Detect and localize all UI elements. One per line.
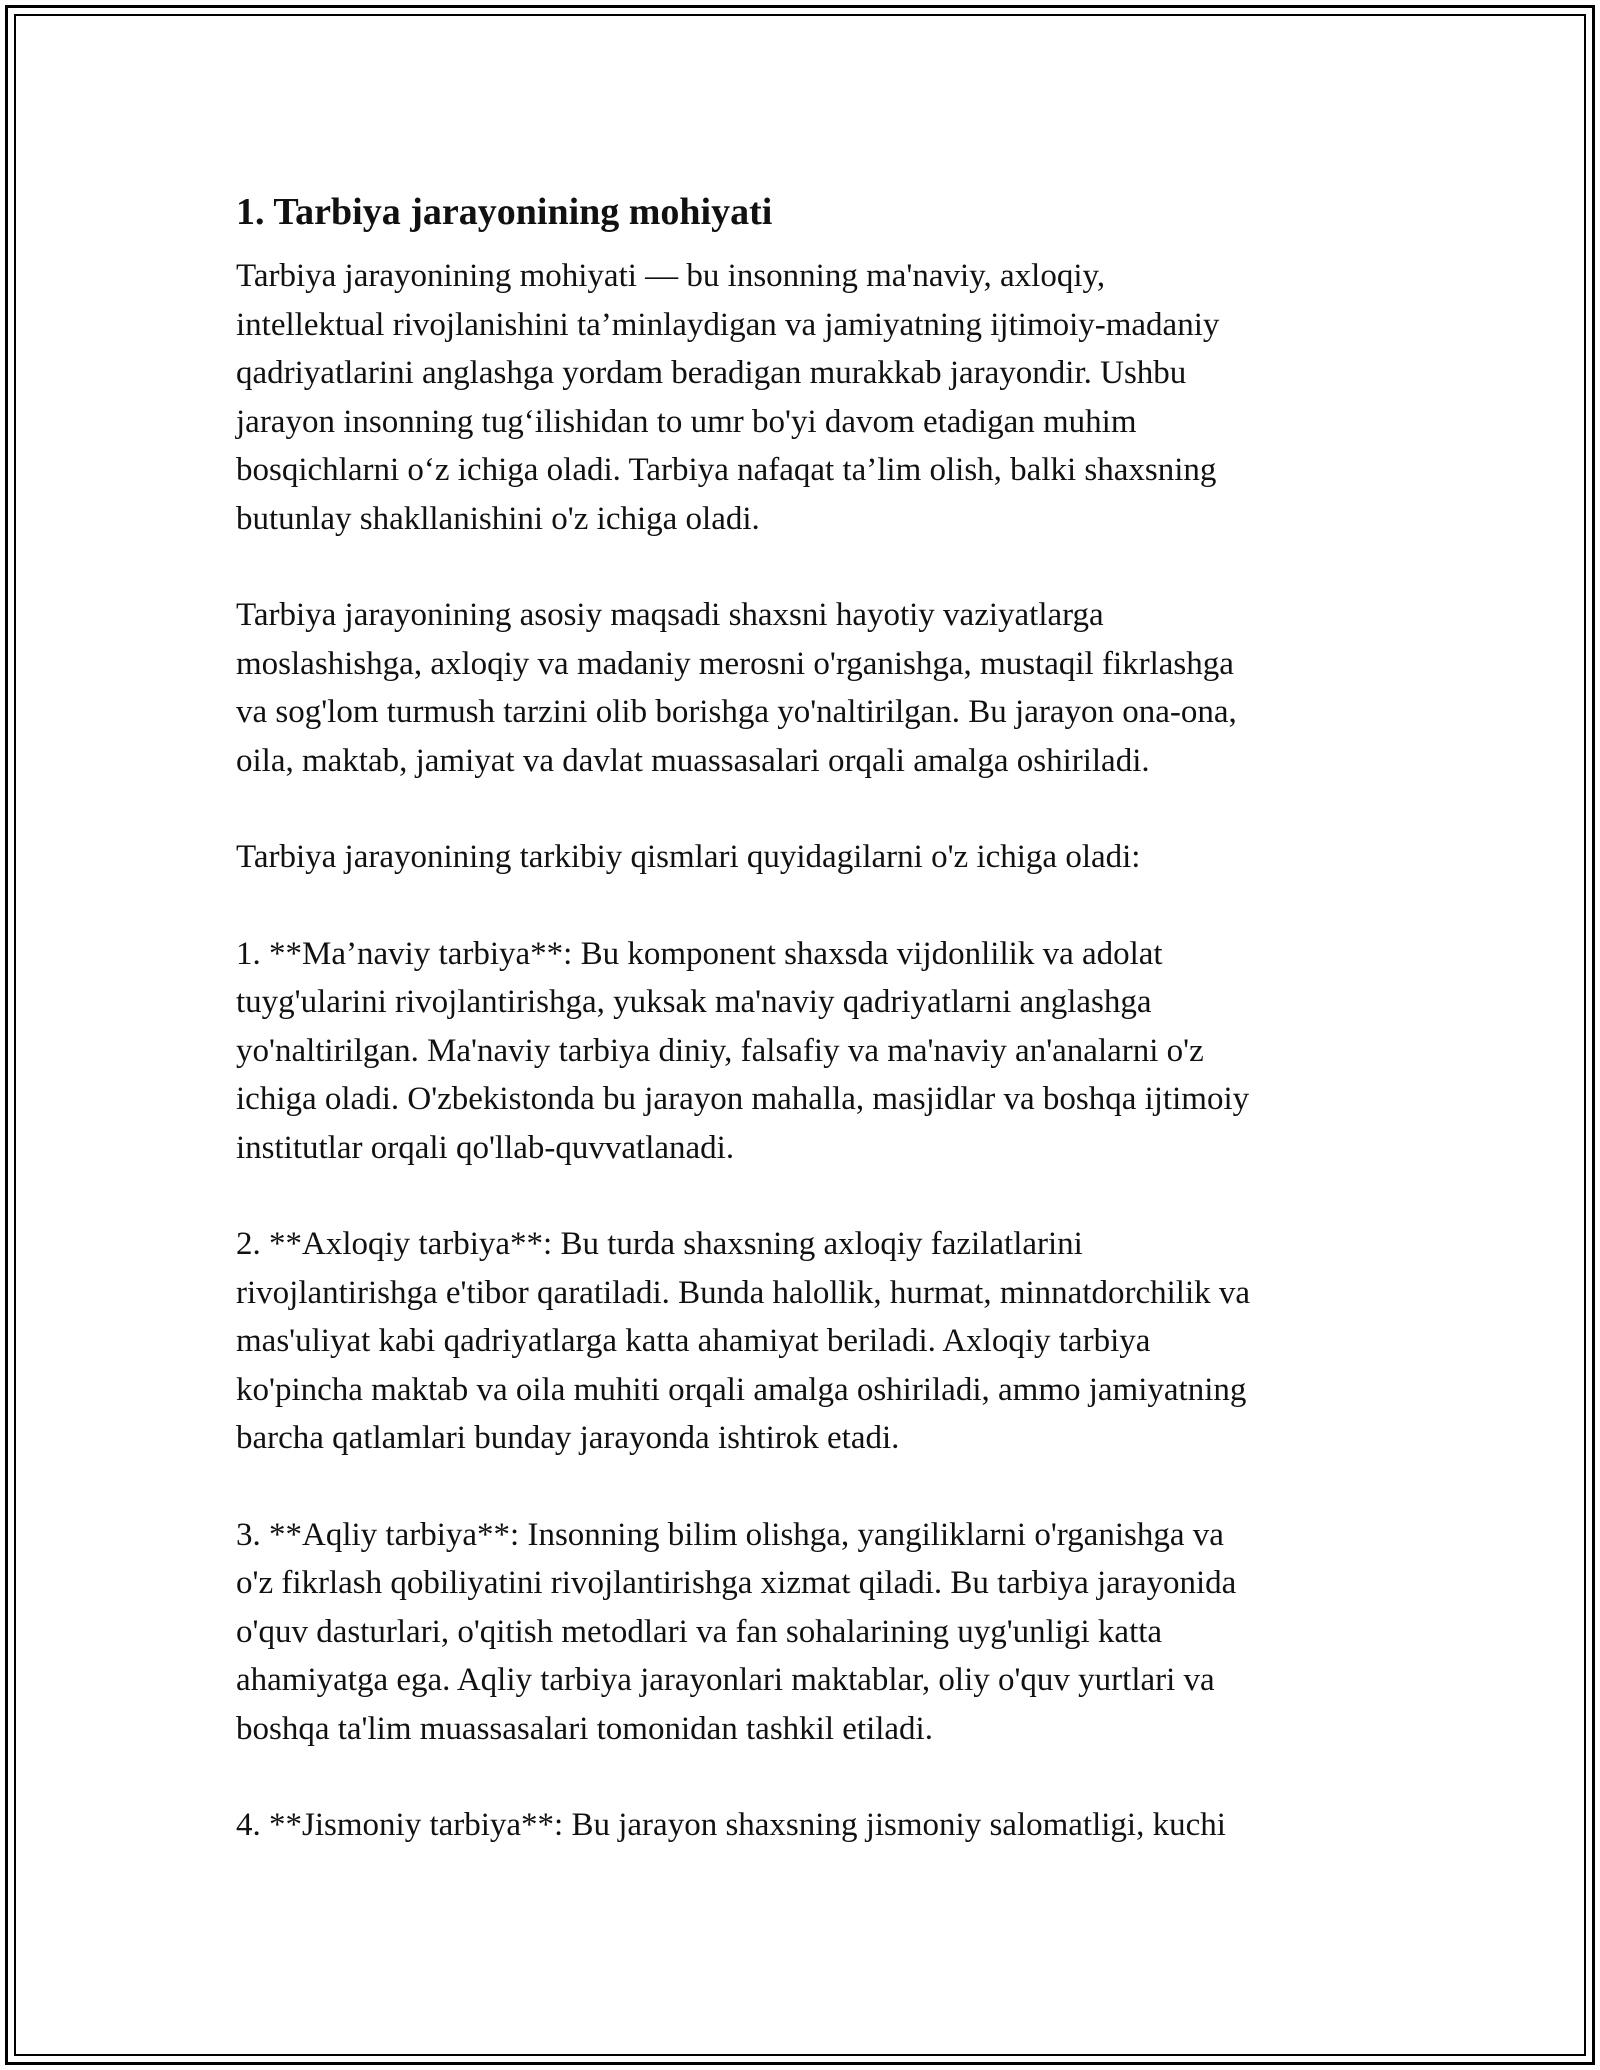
paragraph-purpose [236, 591, 1368, 785]
text-line: moslashishga, axloqiy va madaniy merosni o'rganishga, mustaqil fikrlashga [236, 645, 1234, 682]
paragraph-components-intro [236, 833, 1368, 882]
document-body [236, 188, 1368, 1898]
text-line: institutlar orqali qo'llab-quvvatlanadi. [236, 1129, 735, 1166]
list-item-spiritual [236, 930, 1368, 1173]
text-line: butunlay shakllanishini o'z ichiga oladi. [236, 500, 760, 537]
text-line: tuyg'ularini rivojlantirishga, yuksak ma'naviy qadriyatlarni anglashga [236, 984, 1152, 1020]
text-line: 3. **Aqliy tarbiya**: Insonning bilim olishga, yangiliklarni o'rganishga va [236, 1516, 1224, 1553]
text-line: bosqichlarni o‘z ichiga oladi. Tarbiya nafaqat ta’lim olish, balki shaxsning [236, 452, 1217, 488]
text-line: Tarbiya jarayonining tarkibiy qismlari quyidagilarni o'z ichiga oladi: [236, 839, 1141, 875]
text-line: oila, maktab, jamiyat va davlat muassasalari orqali amalga oshiriladi. [236, 742, 1150, 779]
text-line: va sog'lom turmush tarzini olib borishga yo'naltirilgan. Bu jarayon ona-ona, [236, 694, 1237, 730]
text-line: ahamiyatga ega. Aqliy tarbiya jarayonlari maktablar, oliy o'quv yurtlari va [236, 1662, 1215, 1698]
text-line: mas'uliyat kabi qadriyatlarga katta ahamiyat beriladi. Axloqiy tarbiya [236, 1323, 1151, 1359]
text-line: rivojlantirishga e'tibor qaratiladi. Bunda halollik, hurmat, minnatdorchilik va [236, 1274, 1251, 1311]
text-line: Tarbiya jarayonining asosiy maqsadi shaxsni hayotiy vaziyatlarga [236, 597, 1104, 633]
text-line: 1. **Ma’naviy tarbiya**: Bu komponent shaxsda vijdonlilik va adolat [236, 935, 1163, 972]
text-line: o'z fikrlash qobiliyatini rivojlantirishga xizmat qiladi. Bu tarbiya jarayonida [236, 1565, 1237, 1601]
paragraph-intro [236, 252, 1368, 543]
text-line: o'quv dasturlari, o'qitish metodlari va fan sohalarining uyg'unligi katta [236, 1613, 1163, 1650]
text-line: intellektual rivojlanishini ta’minlaydigan va jamiyatning ijtimoiy-madaniy [236, 306, 1220, 343]
text-line: qadriyatlarini anglashga yordam beradigan murakkab jarayondir. Ushbu [236, 355, 1187, 391]
text-line: 2. **Axloqiy tarbiya**: Bu turda shaxsning axloqiy fazilatlarini [236, 1226, 1083, 1262]
text-line: yo'naltirilgan. Ma'naviy tarbiya diniy, falsafiy va ma'naviy an'analarni o'z [236, 1032, 1204, 1069]
list-item-physical [236, 1801, 1368, 1850]
list-item-intellectual [236, 1511, 1368, 1754]
list-item-moral [236, 1220, 1368, 1463]
text-line: barcha qatlamlari bunday jarayonda ishtirok etadi. [236, 1420, 900, 1456]
text-line: ichiga oladi. O'zbekistonda bu jarayon mahalla, masjidlar va boshqa ijtimoiy [236, 1081, 1250, 1117]
text-line: 4. **Jismoniy tarbiya**: Bu jarayon shaxsning jismoniy salomatligi, kuchi [236, 1807, 1226, 1843]
text-line: jarayon insonning tug‘ilishidan to umr bo'yi davom etadigan muhim [236, 403, 1137, 440]
text-line: ko'pincha maktab va oila muhiti orqali amalga oshiriladi, ammo jamiyatning [236, 1371, 1247, 1408]
text-line: Tarbiya jarayonining mohiyati — bu insonning ma'naviy, axloqiy, [236, 258, 1106, 294]
section-heading: 1. Tarbiya jarayonining mohiyati [236, 191, 773, 233]
text-line: boshqa ta'lim muassasalari tomonidan tashkil etiladi. [236, 1710, 933, 1747]
